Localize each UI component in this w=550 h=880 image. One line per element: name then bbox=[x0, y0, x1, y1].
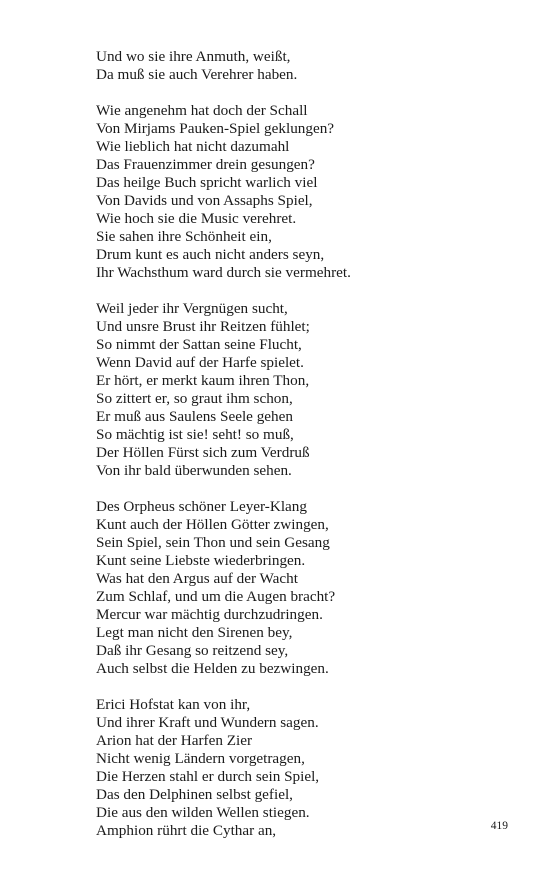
poem-line: Ihr Wachsthum ward durch sie vermehret. bbox=[96, 264, 351, 281]
stanza-1 bbox=[96, 48, 516, 84]
poem-line: Daß ihr Gesang so reitzend sey, bbox=[96, 642, 289, 659]
poem-line: Und ihrer Kraft und Wundern sagen. bbox=[96, 714, 319, 731]
poem-line: Kunt auch der Höllen Götter zwingen, bbox=[96, 516, 329, 533]
poem-line: Wie hoch sie die Music verehret. bbox=[96, 210, 297, 227]
poem-line: Von ihr bald überwunden sehen. bbox=[96, 462, 292, 479]
poem-line: Sie sahen ihre Schönheit ein, bbox=[96, 228, 272, 245]
poem-line: Legt man nicht den Sirenen bey, bbox=[96, 624, 293, 641]
poem-line: Von Davids und von Assaphs Spiel, bbox=[96, 192, 313, 209]
poem-line: Des Orpheus schöner Leyer-Klang bbox=[96, 498, 307, 515]
poem-line: Erici Hofstat kan von ihr, bbox=[96, 696, 251, 713]
poem-line: Was hat den Argus auf der Wacht bbox=[96, 570, 298, 587]
stanza-4 bbox=[96, 498, 516, 678]
poem-line: Er muß aus Saulens Seele gehen bbox=[96, 408, 293, 425]
poem-line: Weil jeder ihr Vergnügen sucht, bbox=[96, 300, 288, 317]
poem-line: Kunt seine Liebste wiederbringen. bbox=[96, 552, 306, 569]
poem-line: Zum Schlaf, und um die Augen bracht? bbox=[96, 588, 336, 605]
poem-line: Auch selbst die Helden zu bezwingen. bbox=[96, 660, 329, 677]
poem-line: Die Herzen stahl er durch sein Spiel, bbox=[96, 768, 320, 785]
poem-line: Nicht wenig Ländern vorgetragen, bbox=[96, 750, 305, 767]
poem-line: Und wo sie ihre Anmuth, weißt, bbox=[96, 48, 291, 65]
stanza-5 bbox=[96, 696, 516, 840]
poem-line: Die aus den wilden Wellen stiegen. bbox=[96, 804, 310, 821]
poem-line: Sein Spiel, sein Thon und sein Gesang bbox=[96, 534, 330, 551]
poem-line: Da muß sie auch Verehrer haben. bbox=[96, 66, 298, 83]
poem-line: So nimmt der Sattan seine Flucht, bbox=[96, 336, 302, 353]
poem-line: So zittert er, so graut ihm schon, bbox=[96, 390, 293, 407]
poem-line: Das den Delphinen selbst gefiel, bbox=[96, 786, 293, 803]
poem-line: Arion hat der Harfen Zier bbox=[96, 732, 253, 749]
poem-line: Er hört, er merkt kaum ihren Thon, bbox=[96, 372, 310, 389]
poem-line: Das heilge Buch spricht warlich viel bbox=[96, 174, 318, 191]
poem-line: Das Frauenzimmer drein gesungen? bbox=[96, 156, 315, 173]
poem-line: So mächtig ist sie! seht! so muß, bbox=[96, 426, 294, 443]
poem-line: Von Mirjams Pauken-Spiel geklungen? bbox=[96, 120, 335, 137]
poem-line: Wie angenehm hat doch der Schall bbox=[96, 102, 308, 119]
poem-text bbox=[96, 48, 516, 858]
poem-line: Amphion rührt die Cythar an, bbox=[96, 822, 277, 839]
poem-line: Mercur war mächtig durchzudringen. bbox=[96, 606, 323, 623]
poem-line: Wie lieblich hat nicht dazumahl bbox=[96, 138, 290, 155]
stanza-2 bbox=[96, 102, 516, 282]
poem-line: Und unsre Brust ihr Reitzen fühlet; bbox=[96, 318, 310, 335]
poem-line: Der Höllen Fürst sich zum Verdruß bbox=[96, 444, 310, 461]
poem-line: Wenn David auf der Harfe spielet. bbox=[96, 354, 304, 371]
stanza-3 bbox=[96, 300, 516, 480]
poem-line: Drum kunt es auch nicht anders seyn, bbox=[96, 246, 325, 263]
page-number: 419 bbox=[490, 820, 508, 832]
